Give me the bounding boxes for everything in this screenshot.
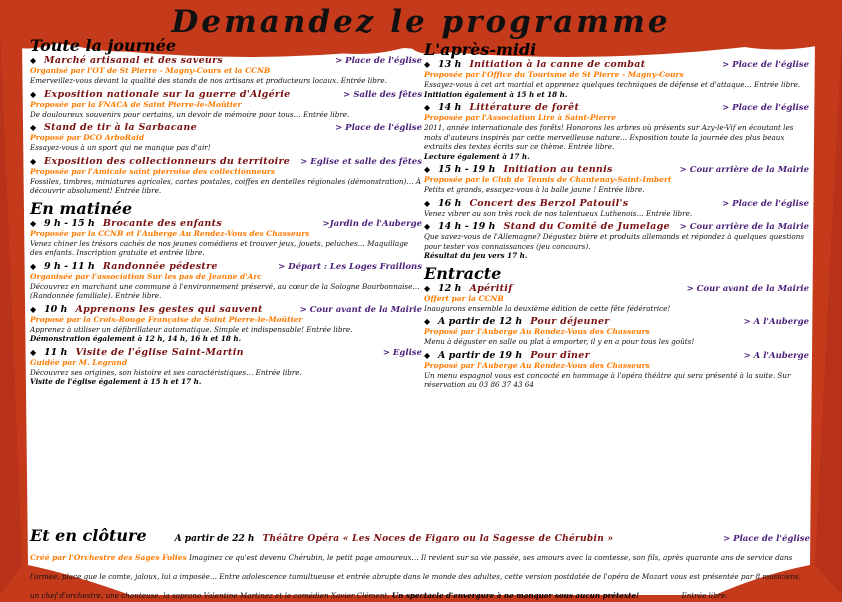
event-place: > Départ : Les Loges Fraillons (278, 261, 422, 272)
event-name: Pour dîner (530, 349, 590, 361)
section-heading-apresmidi: L'après-midi (424, 40, 537, 59)
event-name: Brocante des enfants (102, 217, 222, 229)
event-place: > Eglise et salle des fêtes (300, 156, 422, 167)
event-item (424, 350, 809, 390)
event-place: > Eglise (382, 347, 422, 358)
event-description: De douloureux souvenirs pour certains, un devoir de mémoire pour tous… Entrée libre. (30, 109, 350, 119)
bullet-icon: ◆ (30, 156, 37, 166)
event-time: 9 h - 11 h (44, 260, 95, 272)
event-name: Théâtre Opéra « Les Noces de Figaro ou la Sagesse de Chérubin » (262, 534, 614, 544)
event-organizer: Proposée par l'Office du Tourisme de St Pierre - Magny-Cours (424, 70, 684, 79)
journee-list (30, 55, 422, 196)
event-description: Inaugurons ensemble la deuxième édition de cette fête fédératrice! (424, 303, 671, 313)
event-header (30, 89, 422, 100)
event-place: > Place de l'église (335, 56, 422, 66)
event-item (30, 55, 422, 86)
bullet-icon: ◆ (30, 123, 37, 132)
bullet-icon: ◆ (424, 198, 431, 208)
event-note: Un spectacle d'envergure à ne manquer sous aucun prétexte! (391, 591, 640, 600)
bullet-icon: ◆ (30, 347, 37, 357)
event-description: Venez vibrer au son très rock de nos talentueux Luthenois… Entrée libre. (424, 208, 693, 218)
event-time: 12 h (438, 282, 462, 294)
event-place: > Salle des fêtes (343, 89, 422, 100)
event-description: Que savez-vous de l'Allemagne? Dégustez bière et produits allemands et répondez à quelques questions pour tester vos connaissances (jeu concours). (424, 232, 805, 251)
event-organizer: Proposé par DCO ArboRaid (30, 133, 145, 142)
left-column (30, 36, 422, 390)
event-description: Découvrez ses origines, son histoire et ses caractéristiques… Entrée libre. (30, 367, 302, 377)
event-name: Stand du Comité de Jumelage (503, 221, 670, 232)
event-item (30, 218, 422, 258)
bullet-icon: ◆ (30, 304, 37, 314)
event-organizer: Proposée par la FNACA de Saint Pierre-le-Moûtier (30, 99, 242, 109)
event-time: 14 h (438, 102, 462, 113)
event-time: A partir de 12 h (438, 316, 523, 327)
bullet-icon: ◆ (30, 261, 37, 271)
section-heading-journee: Toute la journée (30, 36, 177, 55)
event-item (30, 347, 422, 387)
event-note: Résultat du jeu vers 17 h. (424, 251, 528, 260)
event-place: > Cour avant de la Mairie (299, 304, 422, 315)
event-header (424, 198, 809, 209)
event-item (424, 221, 809, 261)
event-entry: Entrée libre. (681, 591, 728, 600)
event-note: Visite de l'église également à 15 h et 17 h. (30, 377, 202, 386)
event-item (30, 261, 422, 301)
event-header (30, 304, 422, 315)
event-place: > Cour avant de la Mairie (686, 283, 809, 294)
event-note: Démonstration également à 12 h, 14 h, 16 h et 18 h. (30, 334, 242, 343)
event-name: Initiation au tennis (503, 164, 613, 175)
event-time: A partir de 22 h (174, 534, 255, 544)
event-description: Menu à déguster en salle ou plat à emporter, il y en a pour tous les goûts! (424, 337, 695, 346)
event-note: Initiation également à 15 h et 18 h. (424, 89, 568, 99)
event-organizer: Proposé par la Croix-Rouge Française de Saint Pierre-le-Moûtier (30, 314, 303, 324)
event-organizer: Proposé par l'Auberge Au Rendez-Vous des Chasseurs (424, 360, 650, 370)
event-place: > Place de l'église (723, 534, 810, 544)
event-name: Apprenons les gestes qui sauvent (75, 303, 263, 315)
section-heading-cloture: Et en clôture (30, 526, 147, 545)
event-description: Petits et grands, essayez-vous à la balle jaune ! Entrée libre. (424, 185, 645, 194)
event-time: 16 h (438, 197, 462, 209)
event-organizer: Proposée par l'Association Lire à Saint-Pierre (424, 113, 616, 122)
event-organizer: Guidée par M. Legrand (30, 357, 128, 367)
event-place: > Place de l'église (335, 123, 422, 133)
event-name: Randonnée pédestre (102, 260, 218, 272)
event-name: Pour déjeuner (530, 316, 610, 327)
event-name: Stand de tir à la Sarbacane (44, 122, 197, 133)
event-description: Un menu espagnol vous est concocté en hommage à l'opéra théâtre qui sera présenté à la suite. Sur réservation au 03 86 37 43 64 (424, 370, 791, 389)
event-organizer: Organisée par l'association Sur les pas de Jeanne d'Arc (30, 271, 262, 281)
bullet-icon: ◆ (30, 89, 37, 99)
event-header (30, 55, 422, 66)
event-item (30, 156, 422, 196)
event-name: Exposition nationale sur la guerre d'Algérie (44, 88, 291, 100)
section-heading-entracte: Entracte (424, 263, 502, 283)
apresmidi-list (424, 59, 809, 261)
event-organizer: Proposée par l'Amicale saint pierroise des collectionneurs (30, 166, 276, 176)
event-name: Exposition des collectionneurs du territoire (44, 155, 291, 167)
cloture-text: Imaginez ce qu'est devenu Chérubin, le petit page amoureux… Il revient sur sa vie passée, ses amours avec la comtesse, son fils, après quarante ans de service dans l'armée, place que le comte, jaloux, lui a imposée… Entre adolescence tumultueuse et entrée abrupte dans le monde des adultes, cette version postdatée de l'opéra de Mozart vous est présentée par 8 musiciens, un chef d'orchestre, une chanteuse, la soprano Valentine Martinez et le comédien Xavier Clément. (30, 553, 802, 600)
event-place: > Cour arrière de la Mairie (679, 222, 809, 232)
event-name: Concert des Berzol Patouil's (469, 197, 629, 209)
event-header (30, 347, 422, 358)
event-header (424, 59, 809, 70)
event-description: Apprenez à utiliser un défibrillateur automatique. Simple et indispensable! Entrée libre. (30, 324, 353, 334)
event-place: > Place de l'église (722, 103, 809, 113)
event-description: Venez chiner les trésors cachés de nos jeunes comédiens et trouver jeux, jouets, peluches… Maquillage des enfants. Inscription gratuite et entrée libre. (30, 238, 409, 257)
bullet-icon: ◆ (424, 222, 431, 231)
cloture-section (30, 526, 810, 602)
right-column (424, 40, 809, 393)
event-header (30, 261, 422, 272)
page-title: Demandez le programme (171, 4, 671, 40)
event-header (424, 221, 809, 232)
event-place: > Place de l'église (722, 198, 809, 209)
event-header (424, 350, 809, 361)
bullet-icon: ◆ (30, 56, 37, 65)
event-item (424, 102, 809, 161)
event-time: 13 h (438, 59, 462, 70)
event-organizer: Proposé par l'Auberge Au Rendez-Vous des Chasseurs (424, 327, 650, 336)
event-description: Essayez-vous à un sport qui ne manque pas d'air! (30, 143, 211, 152)
bullet-icon: ◆ (424, 165, 431, 174)
event-description: Essayez-vous à cet art martial et apprenez quelques techniques de défense et d'attaque… Entrée libre. (424, 80, 801, 89)
bullet-icon: ◆ (30, 218, 37, 228)
event-item (30, 122, 422, 153)
event-organizer: Proposée par la CCNB et l'Auberge Au Rendez-Vous des Chasseurs (30, 228, 310, 238)
section-heading-matinee: En matinée (30, 198, 133, 218)
bullet-icon: ◆ (424, 103, 431, 112)
event-item (424, 59, 809, 99)
bullet-icon: ◆ (424, 350, 431, 360)
event-header (424, 283, 809, 294)
event-place: >Jardin de l'Auberge (322, 218, 422, 229)
event-header (30, 156, 422, 167)
event-time: A partir de 19 h (438, 349, 523, 361)
event-organizer: Créé par l'Orchestre des Sages Folies (30, 553, 187, 562)
event-time: 9 h - 15 h (44, 217, 95, 229)
event-item (424, 316, 809, 347)
event-header (424, 164, 809, 175)
event-note: Lecture également à 17 h. (424, 151, 530, 161)
event-item (30, 89, 422, 120)
event-name: Marché artisanal et des saveurs (44, 55, 224, 66)
bullet-icon: ◆ (424, 60, 431, 69)
event-item (30, 304, 422, 344)
event-place: > A l'Auberge (743, 317, 809, 327)
event-name: Initiation à la canne de combat (469, 59, 646, 70)
event-name: Apéritif (469, 282, 513, 294)
event-description: Emerveillez-vous devant la qualité des stands de nos artisans et producteurs locaux. Entrée libre. (30, 76, 387, 85)
event-description: 2011, année internationale des forêts! Honorons les arbres où présents sur Azy-le-Vif en écoutant les mots d'auteurs inspirés par cette merveilleuse nature… Exposition toute la journée des plus beaux extraits des textes écrits sur ce thème. Entrée libre. (424, 123, 794, 151)
event-place: > A l'Auberge (743, 350, 809, 361)
event-header (30, 122, 422, 133)
event-organizer: Offert par la CCNB (424, 293, 504, 303)
event-description (30, 553, 801, 600)
event-time: 14 h - 19 h (438, 221, 496, 232)
event-item (424, 283, 809, 314)
event-organizer: Proposée par le Club de Tennis de Chantenay-Saint-Imbert (424, 175, 672, 184)
event-place: > Place de l'église (722, 60, 809, 70)
event-time: 10 h (44, 303, 68, 315)
event-header (424, 102, 809, 113)
event-description: Fossiles, timbres, miniatures agricoles, cartes postales, coiffes en dentelles régionales (démonstration)… À découvrir absolument! Entrée libre. (30, 176, 421, 195)
bullet-icon: ◆ (424, 283, 431, 293)
event-place: > Cour arrière de la Mairie (679, 165, 809, 175)
event-name: Visite de l'église Saint-Martin (75, 346, 244, 358)
event-organizer: Organisé par l'OT de St Pierre - Magny-Cours et la CCNB (30, 66, 271, 75)
event-header (424, 316, 809, 327)
event-name: Littérature de forêt (469, 102, 580, 113)
matinee-list (30, 218, 422, 387)
event-time: 15 h - 19 h (438, 164, 496, 175)
event-time: 11 h (44, 346, 68, 358)
event-header (30, 218, 422, 229)
bullet-icon: ◆ (424, 317, 431, 326)
event-item (424, 198, 809, 219)
event-item (424, 164, 809, 195)
event-description: Découvrez en marchant une commune à l'environnement préservé, au cœur de la Sologne Bourbonnaise… (Randonnée familiale). Entrée libre. (30, 281, 420, 300)
entracte-list (424, 283, 809, 390)
